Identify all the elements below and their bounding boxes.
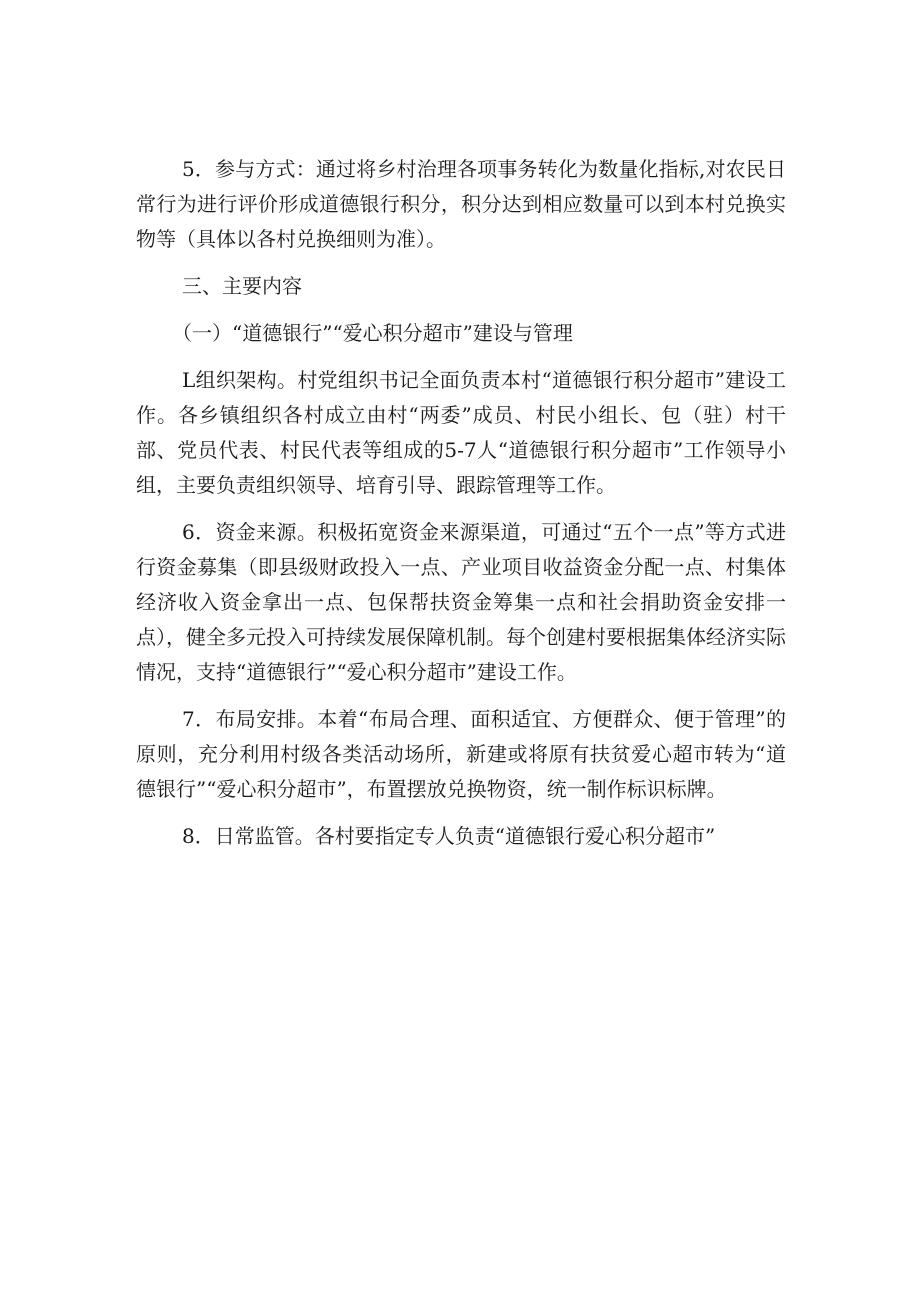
paragraph-funding-source: 6．资金来源。积极拓宽资金来源渠道，可通过“五个一点”等方式进行资金募集（即县级财政投入一点、产业项目收益资金分配一点、村集体经济收入资金拿出一点、包保帮扶资金筹集一点和社会捐助资金安排一点），健全多元投入可持续发展保障机制。每个创建村要根据集体经济实际情况，支持“道德银行”“爱心积分超市”建设工作。 xyxy=(136,520,786,684)
subsection-heading-construction-management: （一）“道德银行”“爱心积分超市”建设与管理 xyxy=(172,321,573,345)
section-heading-main-content: 三、主要内容 xyxy=(182,274,302,298)
paragraph-organization-structure: L组织架构。村党组织书记全面负责本村“道德银行积分超市”建设工作。各乡镇组织各村成立由村“两委”成员、村民小组长、包（驻）村干部、党员代表、村民代表等组成的5-7人“道德银行积分超市”工作领导小组，主要负责组织领导、培育引导、跟踪管理等工作。 xyxy=(136,368,786,497)
paragraph-daily-supervision: 8．日常监管。各村要指定专人负责“道德银行爱心积分超市” xyxy=(182,824,716,848)
document-body xyxy=(136,152,786,866)
paragraph-layout-arrangement: 7．布局安排。本着“布局合理、面积适宜、方便群众、便于管理”的原则，充分利用村级各类活动场所，新建或将原有扶贫爱心超市转为“道德银行”“爱心积分超市”，布置摆放兑换物资，统一制作标识标牌。 xyxy=(136,707,786,801)
paragraph-participation-method: 5．参与方式：通过将乡村治理各项事务转化为数量化指标,对农民日常行为进行评价形成道德银行积分，积分达到相应数量可以到本村兑换实物等（具体以各村兑换细则为准）。 xyxy=(136,157,786,251)
